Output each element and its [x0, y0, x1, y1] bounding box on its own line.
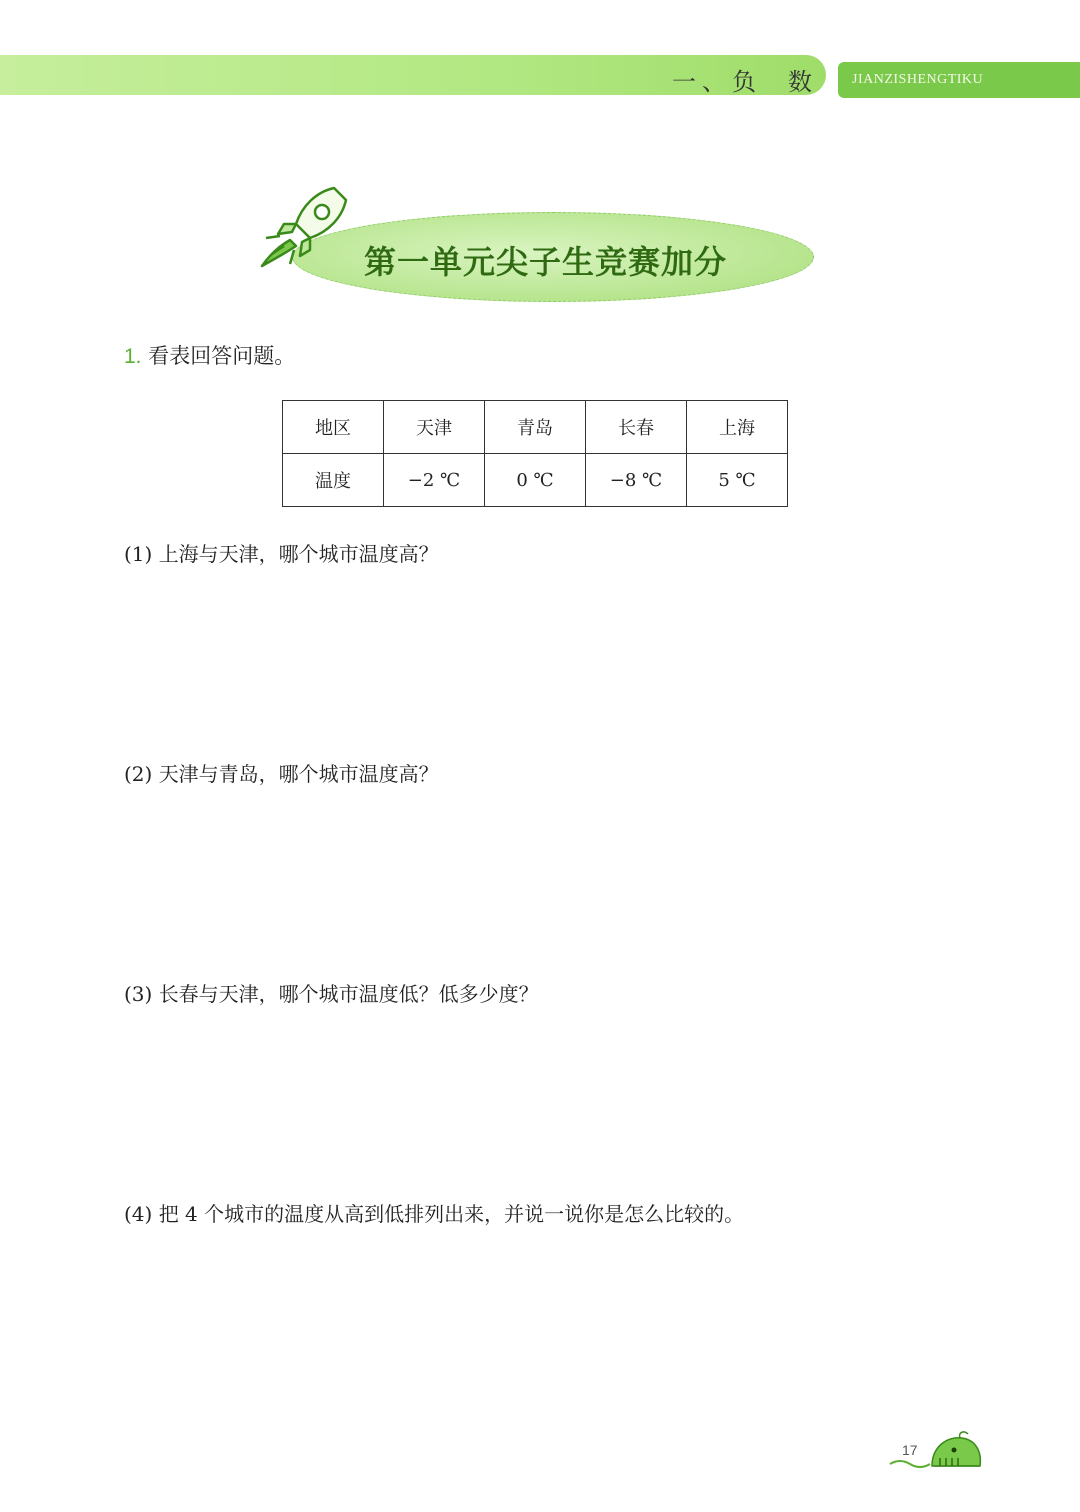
table-row [283, 401, 788, 454]
table-cell: 0 ℃ [485, 454, 586, 507]
table-cell: −8 ℃ [586, 454, 687, 507]
subquestion-3: (3) 长春与天津，哪个城市温度低？低多少度？ [124, 982, 539, 1006]
table-cell: −2 ℃ [384, 454, 485, 507]
rocket-icon [250, 180, 360, 280]
question-number: 1. [124, 345, 142, 368]
chapter-title: 一、负 数 [672, 68, 818, 96]
table-row [283, 454, 788, 507]
table-cell: 天津 [384, 401, 485, 454]
section-banner [250, 180, 820, 310]
whale-icon [888, 1428, 984, 1474]
subquestion-1: (1) 上海与天津，哪个城市温度高？ [124, 542, 439, 566]
table-cell: 上海 [687, 401, 788, 454]
section-title: 第一单元尖子生竞赛加分 [364, 243, 728, 281]
table-cell: 温度 [283, 454, 384, 507]
table-cell: 地区 [283, 401, 384, 454]
subquestion-4: (4) 把 4 个城市的温度从高到低排列出来，并说一说你是怎么比较的。 [124, 1202, 745, 1226]
subquestion-2: (2) 天津与青岛，哪个城市温度高？ [124, 762, 439, 786]
table-cell: 长春 [586, 401, 687, 454]
temperature-table [282, 400, 788, 507]
page-number: 17 [902, 1442, 918, 1458]
table-cell: 5 ℃ [687, 454, 788, 507]
question-heading [124, 340, 295, 370]
series-label: JIANZISHENGTIKU [852, 72, 984, 87]
table-cell: 青岛 [485, 401, 586, 454]
question-prompt: 看表回答问题。 [148, 344, 296, 368]
